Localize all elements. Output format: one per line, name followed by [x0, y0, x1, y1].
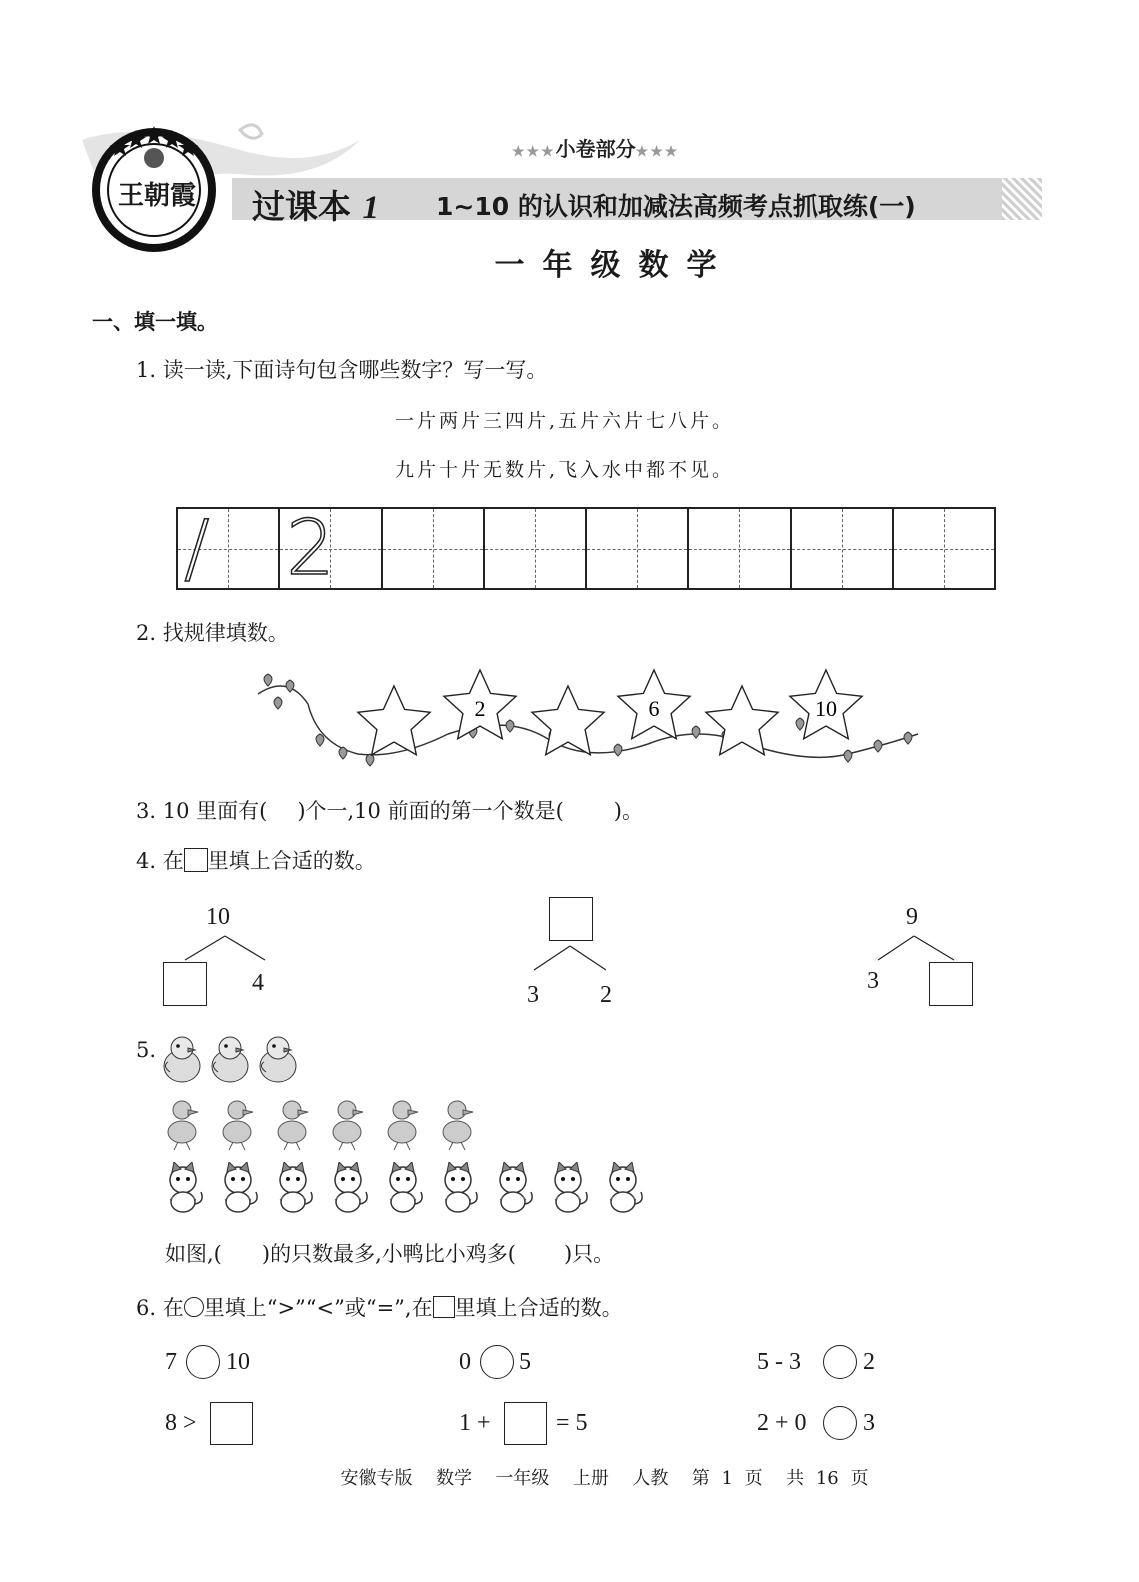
sample-digit: 2 [286, 503, 335, 592]
star-blank[interactable] [358, 686, 430, 755]
banner-pattern [1002, 178, 1042, 220]
circle-symbol-icon [184, 1297, 204, 1317]
duckling-icon [160, 1096, 215, 1156]
fill-b-right: = 5 [556, 1410, 588, 1436]
duckling-icon [325, 1096, 380, 1156]
cmp-b-left: 0 [459, 1349, 471, 1375]
tree2-left: 3 [527, 982, 539, 1008]
lesson-label: 过课本 1 [252, 187, 379, 226]
grid-cell[interactable] [689, 509, 791, 588]
tree2-branches [530, 944, 610, 974]
square-symbol-icon [433, 1296, 455, 1318]
tree1-branches [180, 934, 270, 964]
kitten-icon [270, 1162, 325, 1218]
fill-b-left: 1 + [459, 1410, 491, 1436]
grid-cell[interactable] [587, 509, 689, 588]
section-heading: 一、填一填。 [92, 310, 218, 334]
star-number: 10 [815, 696, 837, 721]
lesson-title: 1~10 的认识和加减法高频考点抓取练(一) [436, 192, 916, 221]
cmp-b-right: 5 [519, 1349, 531, 1375]
grid-cell[interactable] [178, 503, 280, 592]
grade-subject: 一年级数学 [494, 248, 735, 283]
cmp-b-circle[interactable] [480, 1345, 514, 1379]
star-vine [248, 664, 928, 774]
tree2-answer-box[interactable] [549, 897, 593, 941]
cmp-a-circle[interactable] [186, 1345, 220, 1379]
grid-cell[interactable] [485, 509, 587, 588]
logo-text: 王朝霞 [118, 181, 197, 211]
tree1-right: 4 [252, 970, 264, 996]
kitten-icon [325, 1162, 380, 1218]
kitten-icon [215, 1162, 270, 1218]
chick-icon [256, 1034, 304, 1090]
section-tag: ★★★小卷部分★★★ [512, 137, 680, 161]
star-number: 2 [474, 696, 486, 721]
duckling-icon [215, 1096, 270, 1156]
question-6-prompt: 6. 在 里填上“>”“<”或“=”,在 里填上合适的数。 [136, 1296, 623, 1320]
chick-icon [208, 1034, 256, 1090]
star-number: 6 [648, 696, 660, 721]
question-5-text: 如图,( )的只数最多,小鸭比小鸡多( )只。 [165, 1242, 615, 1266]
tree3-branches [872, 934, 962, 964]
kitten-icon [490, 1162, 545, 1218]
cmp-a-right: 10 [226, 1349, 250, 1375]
writing-grid[interactable] [176, 503, 996, 592]
question-1-prompt: 1. 读一读,下面诗句包含哪些数字？写一写。 [136, 358, 548, 382]
grid-cell[interactable] [792, 509, 894, 588]
cmp-d-right: 3 [863, 1410, 875, 1436]
fill-a-box[interactable] [210, 1402, 253, 1445]
cmp-d-circle[interactable] [823, 1406, 857, 1440]
cmp-c-left: 5 - 3 [757, 1349, 801, 1375]
chick-row [160, 1034, 304, 1090]
duckling-row [160, 1096, 490, 1156]
duckling-icon [270, 1096, 325, 1156]
tree3-left: 3 [867, 968, 879, 994]
kitten-icon [600, 1162, 655, 1218]
star-blank[interactable] [706, 686, 778, 755]
kitten-icon [545, 1162, 600, 1218]
chick-icon [160, 1034, 208, 1090]
grid-cell[interactable] [894, 509, 994, 588]
tree1-top: 10 [206, 904, 230, 930]
question-3: 3. 10 里面有( )个一,10 前面的第一个数是( )。 [136, 799, 643, 823]
star-blank[interactable] [532, 686, 604, 755]
square-symbol-icon [184, 848, 208, 872]
duckling-icon [435, 1096, 490, 1156]
kitten-icon [160, 1162, 215, 1218]
fill-a-left: 8 > [165, 1410, 197, 1436]
star-decoration-icon: ★★★ [635, 144, 680, 160]
kitten-icon [435, 1162, 490, 1218]
kitten-row [160, 1162, 655, 1218]
tree3-top: 9 [906, 904, 918, 930]
question-2-prompt: 2. 找规律填数。 [136, 621, 289, 645]
cmp-c-right: 2 [863, 1349, 875, 1375]
fill-b-box[interactable] [504, 1402, 547, 1445]
page-footer: 安徽专版 数学 一年级 上册 人教 第 1 页 共 16 页 [340, 1468, 869, 1489]
star-decoration-icon: ★★★ [512, 144, 556, 160]
question-5-label: 5. [136, 1038, 157, 1062]
tree2-right: 2 [600, 982, 612, 1008]
kitten-icon [380, 1162, 435, 1218]
sample-digit: / [184, 503, 210, 592]
grid-cell[interactable] [280, 503, 382, 592]
tree1-answer-box[interactable] [163, 962, 207, 1006]
poem-line-2: 九片十片无数片,飞入水中都不见。 [395, 459, 735, 481]
cmp-a-left: 7 [165, 1349, 177, 1375]
cmp-d-left: 2 + 0 [757, 1410, 807, 1436]
poem-line-1: 一片两片三四片,五片六片七八片。 [395, 410, 735, 432]
grid-cell[interactable] [383, 509, 485, 588]
duckling-icon [380, 1096, 435, 1156]
question-4-prompt: 4. 在 里填上合适的数。 [136, 849, 376, 873]
cmp-c-circle[interactable] [823, 1345, 857, 1379]
tree3-answer-box[interactable] [929, 962, 973, 1006]
